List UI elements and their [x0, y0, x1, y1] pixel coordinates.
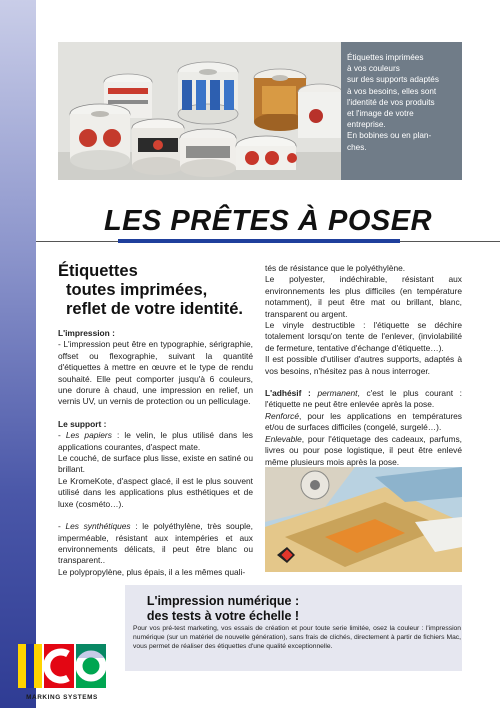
impression-subheading: L'impression :	[58, 328, 115, 338]
hero-caption	[347, 52, 457, 153]
right-text-column	[265, 263, 462, 468]
polyester-paragraph: Le polyester, indéchirable, résistant aux environnements les plus difficiles (en température notamment), il peut être mat ou brillant, blanc, transparent ou argent.	[265, 274, 462, 319]
couche-paragraph: Le couché, de surface plus lisse, existe en satiné ou brillant.	[58, 453, 253, 475]
synthetiques-label: Les synthétiques	[65, 521, 131, 532]
autres-supports-paragraph: Il est possible d'utiliser d'autres supports, adaptés à vos besoins, n'hésitez pas à nous interroger.	[265, 354, 462, 376]
kromekote-paragraph: Le KromeKote, d'aspect glacé, il est le plus souvent utilisé dans les applications plus esthétiques et de luxe (cosméto…).	[58, 475, 253, 509]
hero-caption-line: l'identité de vos produits	[347, 97, 435, 107]
papiers-label: Les papiers	[65, 430, 112, 441]
page-title-block	[36, 197, 500, 257]
hero-caption-line: Étiquettes imprimées	[347, 53, 424, 62]
impression-paragraph: - L'impression peut être en typographie, sérigraphie, offset ou flexographie, suivant la quantité d'étiquettes à mettre en œuvre et le type de rendu souhaité. Elle peut comporter jusqu'à 6 couleurs, une dorure à chaud, une impression en relief, un vernis UV, un vernis de protection ou un pelliculage.	[58, 339, 253, 407]
hero-caption-line: ches.	[347, 142, 367, 152]
permanent-label: permanent	[317, 388, 358, 399]
title-accent-bar	[118, 239, 400, 243]
heading-line-1: Étiquettes	[58, 262, 138, 280]
ico-logo	[16, 640, 108, 702]
hero-caption-line: En bobines ou en plan-	[347, 131, 432, 141]
synthetiques-text: : le polyéthylène, très souple, imperméable, résistant aux intempéries et aux environnements délicats, il peut être blanc ou transparent..	[58, 521, 253, 566]
renforce-label: Renforcé	[265, 410, 299, 421]
hero-caption-line: à vos besoins, elles sont	[347, 86, 437, 96]
hero-caption-line: à vos couleurs	[347, 64, 400, 74]
adhesif-subheading: L'adhésif :	[265, 388, 311, 399]
page-title: LES PRÊTES À POSER	[103, 205, 433, 237]
hero-caption-line: entreprise.	[347, 120, 386, 130]
polypropylene-paragraph: Le polypropylène, plus épais, il a les mêmes quali-	[58, 566, 246, 577]
section-heading	[58, 262, 258, 319]
support-subheading: Le support :	[58, 418, 107, 429]
enlevable-label: Enlevable	[265, 433, 302, 444]
left-gradient-strip	[0, 0, 36, 708]
digital-printing-title	[133, 594, 313, 623]
permanent-text: , c'est le plus courant : l'étiquette ne peut être enlevée après la pose.	[265, 388, 463, 410]
heading-line-3: reflet de votre identité.	[66, 300, 243, 318]
equipment-illustration	[265, 467, 462, 572]
logo-subtitle: MARKING SYSTEMS	[26, 694, 98, 701]
renforce-paragraph	[265, 411, 462, 434]
digital-title-line-1: L'impression numérique :	[146, 594, 300, 608]
renforce-text: , pour les applications en températures et/ou de surfaces difficiles (congelé, surgelé…).	[265, 410, 462, 433]
adhesif-paragraph	[265, 388, 462, 411]
left-text-column	[58, 328, 253, 578]
labels-rolls-photo	[58, 42, 341, 180]
digital-printing-text: Pour vos pré-test marketing, vos essais de création et pour toute serie limitée, osez la couleur : l'impression numérique (sur un matériel de nouvelle génération), sans frais de clichés, directement à partir de fichiers Mac, vous permet de réaliser des étiquettes d'une qualité exceptionnelle.	[133, 625, 461, 651]
labels-rolls-illustration	[58, 42, 341, 180]
papiers-text: : le velin, le plus utilisé dans les applications courantes, d'aspect mate.	[58, 430, 253, 452]
hero-caption-line: sur des supports adaptés	[347, 75, 439, 85]
synthetiques-paragraph: - Les synthétiques : le polyéthylène, très souple, imperméable, résistant aux intempéries et aux environnements délicats, il peut être blanc ou transparent..	[58, 521, 253, 566]
vinyle-paragraph: Le vinyle destructible : l'étiquette se déchire totalement lorsqu'on tente de l'enlever, (inviolabilité de fermeture, tentative d'échange d'étiquette…).	[265, 320, 462, 353]
enlevable-text: , pour l'étiquetage des cadeaux, parfums, livres ou pour pose logistique, il peut être enlevé même plusieurs mois après la pose.	[265, 433, 462, 467]
continuation-paragraph: tés de résistance que le polyéthylène.	[265, 263, 406, 273]
enlevable-paragraph	[265, 434, 462, 468]
hero-banner	[58, 42, 462, 180]
printing-equipment-photo	[265, 467, 462, 572]
heading-line-2: toutes imprimées,	[66, 281, 208, 299]
papiers-paragraph: - Les papiers : le velin, le plus utilisé dans les applications courantes, d'aspect mate.	[58, 430, 253, 452]
hero-caption-line: et l'image de votre	[347, 109, 414, 119]
digital-title-line-2: des tests à votre échelle !	[146, 608, 300, 623]
